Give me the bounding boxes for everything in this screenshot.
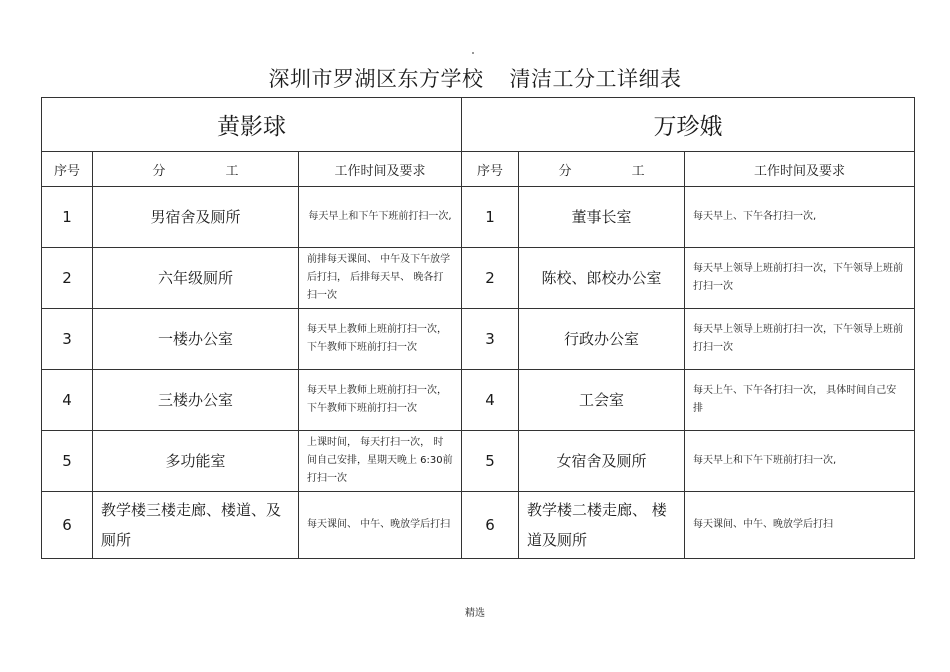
title-school: 深圳市罗湖区东方学校 <box>268 67 484 91</box>
table-row <box>42 370 915 431</box>
page-footer: 精选 <box>465 608 485 619</box>
row-number: 4 <box>42 370 93 431</box>
task-area: 行政办公室 <box>519 309 685 370</box>
row-number: 2 <box>462 248 519 309</box>
task-requirement: 每天早上和下午下班前打扫一次, <box>685 431 915 492</box>
task-area: 男宿舍及厕所 <box>93 187 299 248</box>
task-area: 教学楼三楼走廊、楼道、及厕所 <box>93 492 299 559</box>
task-requirement: 每天早上和下午下班前打扫一次, <box>299 187 462 248</box>
header-req: 工作时间及要求 <box>299 152 462 187</box>
header-task: 分 工 <box>93 152 299 187</box>
row-number: 5 <box>462 431 519 492</box>
task-requirement: 每天早上领导上班前打扫一次，下午领导上班前打扫一次 <box>685 309 915 370</box>
task-requirement: 上课时间， 每天打扫一次， 时间自己安排，星期天晚上 6:30前打扫一次 <box>299 431 462 492</box>
task-area: 多功能室 <box>93 431 299 492</box>
task-area: 工会室 <box>519 370 685 431</box>
header-req: 工作时间及要求 <box>685 152 915 187</box>
header-seq: 序号 <box>462 152 519 187</box>
person-name-right: 万珍娥 <box>462 98 915 152</box>
row-number: 4 <box>462 370 519 431</box>
task-requirement: 每天上午、下午各打扫一次， 具体时间自己安排 <box>685 370 915 431</box>
task-area: 陈校、郎校办公室 <box>519 248 685 309</box>
task-area: 女宿舍及厕所 <box>519 431 685 492</box>
table-row <box>42 431 915 492</box>
task-area: 三楼办公室 <box>93 370 299 431</box>
speck <box>472 52 474 54</box>
row-number: 3 <box>42 309 93 370</box>
row-number: 1 <box>42 187 93 248</box>
person-name-left: 黄影球 <box>42 98 462 152</box>
task-requirement: 每天早上教师上班前打扫一次，下午教师下班前打扫一次 <box>299 309 462 370</box>
task-area: 六年级厕所 <box>93 248 299 309</box>
header-seq: 序号 <box>42 152 93 187</box>
person-row <box>42 98 915 152</box>
table-row <box>42 248 915 309</box>
task-requirement: 每天早上、下午各打扫一次, <box>685 187 915 248</box>
table-row <box>42 309 915 370</box>
task-requirement: 每天课间、 中午、晚放学后打扫 <box>299 492 462 559</box>
task-requirement: 每天课间、中午、晚放学后打扫 <box>685 492 915 559</box>
header-task: 分 工 <box>519 152 685 187</box>
cleaning-schedule-table <box>41 97 915 559</box>
task-requirement: 每天早上领导上班前打扫一次，下午领导上班前打扫一次 <box>685 248 915 309</box>
table-row <box>42 187 915 248</box>
table-row <box>42 492 915 559</box>
title-table-name: 清洁工分工详细表 <box>509 67 682 91</box>
task-requirement: 前排每天课间、 中午及下午放学后打扫， 后排每天早、 晚各打扫一次 <box>299 248 462 309</box>
header-row <box>42 152 915 187</box>
task-requirement: 每天早上教师上班前打扫一次，下午教师下班前打扫一次 <box>299 370 462 431</box>
task-area: 董事长室 <box>519 187 685 248</box>
row-number: 6 <box>42 492 93 559</box>
row-number: 2 <box>42 248 93 309</box>
task-area: 一楼办公室 <box>93 309 299 370</box>
page-title <box>0 64 950 94</box>
task-area: 教学楼二楼走廊、 楼道及厕所 <box>519 492 685 559</box>
row-number: 5 <box>42 431 93 492</box>
row-number: 3 <box>462 309 519 370</box>
row-number: 1 <box>462 187 519 248</box>
row-number: 6 <box>462 492 519 559</box>
